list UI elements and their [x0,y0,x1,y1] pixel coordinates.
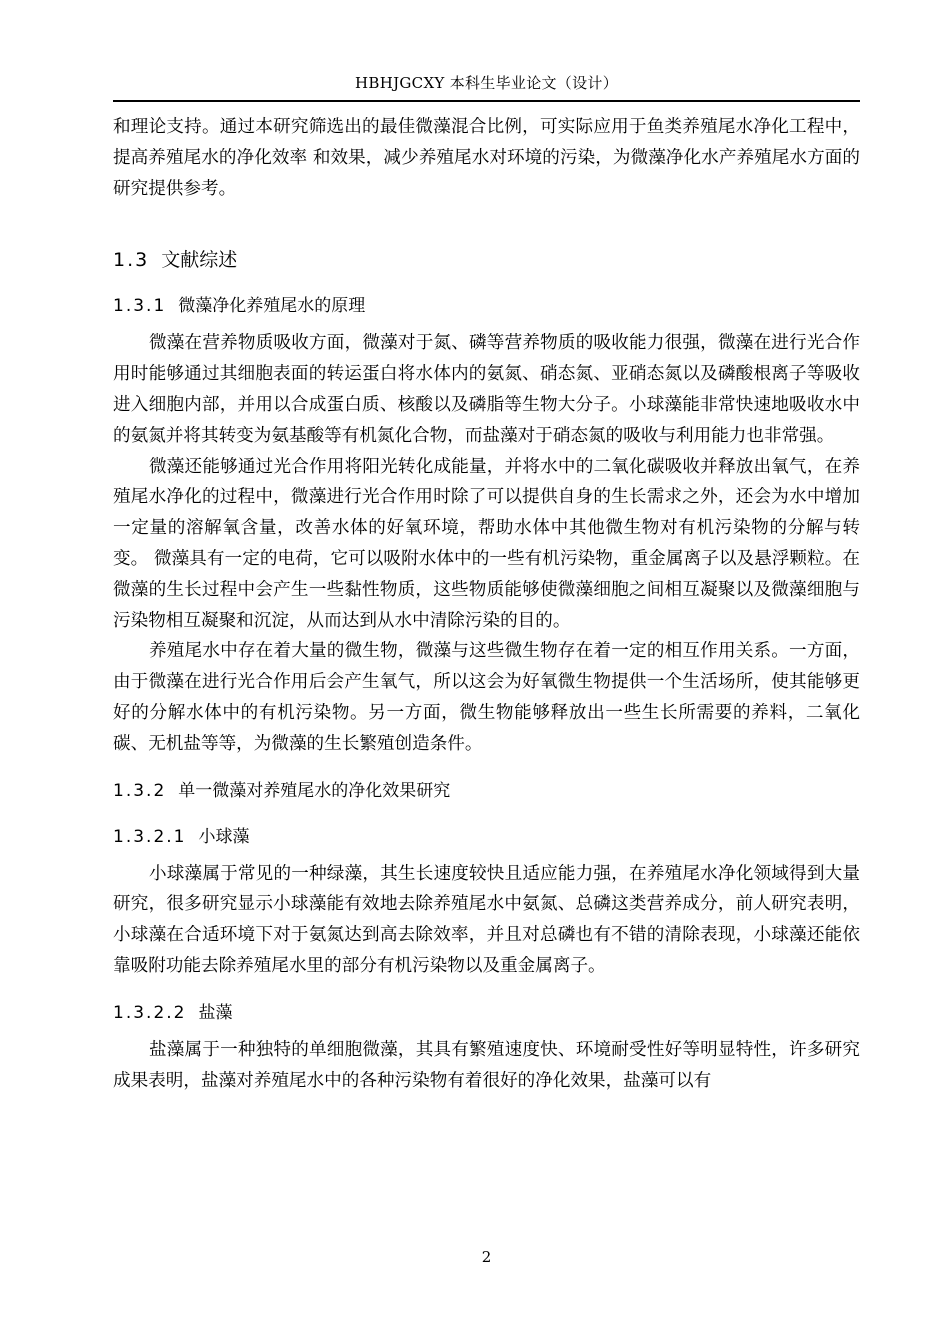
section-number: 1.3 [113,249,150,272]
subsection-number: 1.3.2 [113,780,167,801]
subsection-number: 1.3.1 [113,296,167,317]
subsubsection-heading-1-3-2-1 [113,822,860,852]
page-body [113,112,860,1096]
body-paragraph: 盐藻属于一种独特的单细胞微藻，其具有繁殖速度快、环境耐受性好等明显特性，许多研究成果表明，盐藻对养殖尾水中的各种污染物有着很好的净化效果，盐藻可以有 [113,1039,860,1091]
page-number: 2 [481,1248,492,1266]
subsubsection-number: 1.3.2.2 [113,1002,187,1023]
subsection-title: 单一微藻对养殖尾水的净化效果研究 [178,780,451,801]
body-paragraph: 小球藻属于常见的一种绿藻，其生长速度较快且适应能力强，在养殖尾水净化领域得到大量研究，很多研究显示小球藻能有效地去除养殖尾水中氨氮、总磷这类营养成分，前人研究表明，小球藻在合适环境下对于氨氮达到高去除效率，并且对总磷也有不错的清除表现，小球藻还能依靠吸附功能去除养殖尾水里的部分有机污染物以及重金属离子。 [113,863,860,976]
subsubsection-title: 盐藻 [198,1002,233,1023]
intro-paragraph: 和理论支持。通过本研究筛选出的最佳微藻混合比例，可实际应用于鱼类养殖尾水净化工程中，提高养殖尾水的净化效率 和效果，减少养殖尾水对环境的污染，为微藻净化水产养殖尾水方面的研究提供参考。 [113,117,860,199]
section-heading-1-3 [113,245,860,275]
section-title: 文献综述 [161,249,238,272]
subsection-heading-1-3-1 [113,291,860,321]
subsection-heading-1-3-2 [113,776,860,806]
running-header: HBHJGCXY 本科生毕业论文（设计） [354,74,618,92]
body-paragraph: 微藻在营养物质吸收方面，微藻对于氮、磷等营养物质的吸收能力很强，微藻在进行光合作用时能够通过其细胞表面的转运蛋白将水体内的氨氮、硝态氮、亚硝态氮以及磷酸根离子等吸收进入细胞内部，并用以合成蛋白质、核酸以及磷脂等生物大分子。小球藻能非常快速地吸收水中的氨氮并将其转变为氨基酸等有机氮化合物，而盐藻对于硝态氮的吸收与利用能力也非常强。 [113,333,860,446]
subsubsection-heading-1-3-2-2 [113,998,860,1028]
header-rule [113,100,860,102]
subsection-title: 微藻净化养殖尾水的原理 [178,296,366,317]
body-paragraph: 养殖尾水中存在着大量的微生物，微藻与这些微生物存在着一定的相互作用关系。一方面，由于微藻在进行光合作用后会产生氧气，所以这会为好氧微生物提供一个生活场所，使其能够更好的分解水体中的有机污染物。另一方面，微生物能够释放出一些生长所需要的养料，二氧化碳、无机盐等等，为微藻的生长繁殖创造条件。 [113,641,860,754]
subsubsection-number: 1.3.2.1 [113,826,187,847]
subsubsection-title: 小球藻 [198,826,250,847]
body-paragraph: 微藻还能够通过光合作用将阳光转化成能量，并将水中的二氧化碳吸收并释放出氧气，在养殖尾水净化的过程中，微藻进行光合作用时除了可以提供自身的生长需求之外，还会为水中增加一定量的溶解氧含量，改善水体的好氧环境，帮助水体中其他微生物对有机污染物的分解与转变。 微藻具有一定的电荷，它可以吸附水体中的一些有机污染物，重金属离子以及悬浮颗粒。在微藻的生长过程中会产生一些黏性物质，这些物质能够使微藻细胞之间相互凝聚以及微藻细胞与污染物相互凝聚和沉淀，从而达到从水中清除污染的目的。 [113,456,860,631]
